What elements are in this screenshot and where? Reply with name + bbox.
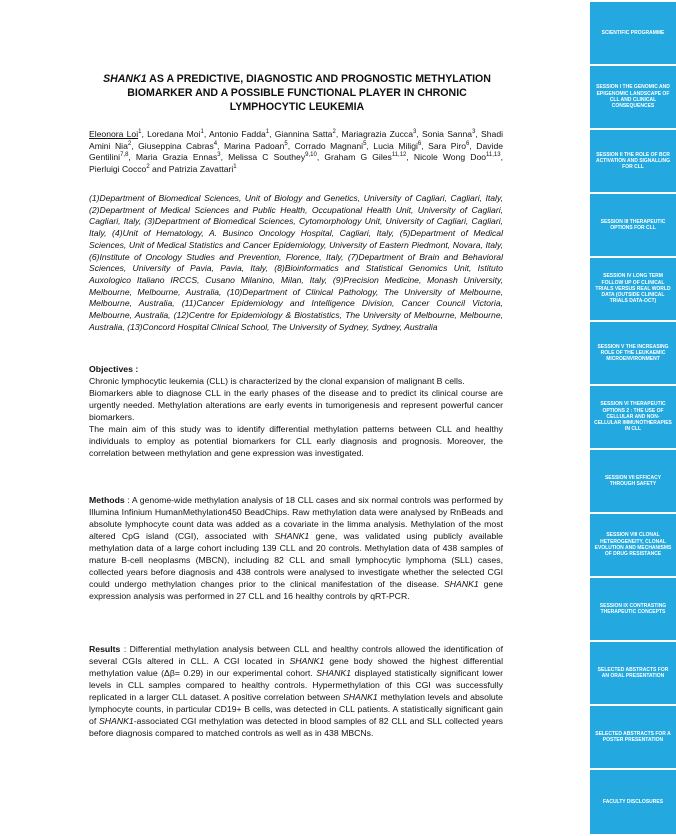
author-name: Sara Piro — [428, 140, 467, 151]
author-affiliation-ref: 1 — [200, 129, 204, 136]
author-affiliation-ref: 3 — [217, 152, 221, 159]
author — [209, 129, 269, 139]
author — [228, 152, 317, 162]
results-text-2: gene body showed the highest differential methylation value (Δβ= 0.29) in our experimental cohort. — [89, 656, 504, 678]
author-affiliation-ref: 4 — [213, 140, 218, 147]
results-gene-3: SHANK1 — [342, 692, 378, 702]
results-text-4: methylation levels and absolute lymphocyte counts, in particular CD19+ B cells, was detected in CLL patients. A statistically significant gain of — [89, 692, 503, 726]
author-affiliation-ref: 3 — [413, 129, 417, 136]
author-name: Lucia Miligi — [373, 140, 418, 151]
author — [295, 141, 367, 151]
objectives-paragraph-2: Biomarkers able to diagnose CLL in the early phases of the disease and to predict its clinical course are urgently needed. Methylation alterations are early events in tumorigenesis and represent powerful cancer biomarkers. — [89, 388, 503, 422]
author — [428, 141, 469, 151]
author — [136, 152, 221, 162]
author — [324, 152, 406, 162]
section-sidebar — [590, 0, 676, 836]
author — [138, 141, 217, 151]
author-name: Pierluigi Cocco — [89, 163, 147, 174]
results-gene-4: SHANK1 — [98, 716, 134, 726]
methods-section — [89, 494, 503, 602]
author-name: Giuseppina Cabras — [138, 140, 214, 151]
sidebar-item[interactable]: SESSION II THE ROLE OF BCR ACTIVATION AND SIGNALLING FOR CLL — [590, 130, 676, 192]
author — [89, 129, 141, 139]
author — [414, 152, 501, 162]
author — [341, 129, 416, 139]
results-separator: : — [120, 644, 130, 654]
author-affiliation-ref: 9,10 — [305, 152, 317, 159]
author-name: Mariagrazia Zucca — [341, 129, 413, 139]
author — [373, 141, 421, 151]
sidebar-item[interactable]: SESSION I THE GENOMIC AND EPIGENOMIC LANDSCAPE OF CLL AND CLINICAL CONSEQUENCES — [590, 66, 676, 128]
author-affiliation-ref: 2 — [146, 163, 150, 170]
methods-text-2: gene, was validated using publicly available methylation data of a large cohort including 139 CLL and 20 controls. Methylation data of 438 samples of mature B-cell neoplasms (MBCN), including 82 CLL and small lymphocytic lymphoma (SLL) cases, collected years before diagnosis and 438 controls were analysed to investigate whether the selected CGI could undergo methylation changes prior to the clinical manifestation of the disease. — [89, 531, 504, 589]
sidebar-item[interactable]: SELECTED ABSTRACTS FOR A POSTER PRESENTATION — [590, 706, 676, 768]
author-list: Eleonora Loi$^1$, Loredana Moi$^1$, Antonio Fadda$^1$, Giannina Satta$^2$, Mariagrazia Zucca$^3$, Sonia Sanna$^3$, Shadi Amini Nia$^2$, Giuseppina Cabras$^4$, Marina Padoan$^5$, Corrado Magnani$^5$, Lucia Miligi$^6$, Sara Piro$^6$, Davide Gentilini$^{7,8}$, Maria Grazia Ennas$^3$, Melissa C Southey$^{9,10}$, Graham G Giles$^{11,12}$, Nicole Wong Doo$^{11,13}$, Pierluigi Cocco$^2$ and Patrizia Zavattari$^1$ — [89, 129, 504, 174]
sidebar-item[interactable]: SCIENTIFIC PROGRAMME — [590, 2, 676, 64]
author-name: Graham G Giles — [324, 152, 392, 162]
objectives-section — [89, 363, 503, 459]
author-name: Marina Padoan — [223, 140, 285, 151]
author-name: Giannina Satta — [274, 129, 333, 139]
author — [169, 164, 237, 174]
results-gene-2: SHANK1 — [316, 668, 351, 678]
objectives-paragraph-3: The main aim of this study was to identify differential methylation patterns between CLL and healthy individuals to employ as potential biomarkers for CLL early diagnosis and prognosis. Moreover, the correlation between methylation and gene expression was investigated. — [89, 424, 503, 458]
author — [422, 129, 475, 139]
abstract-title — [92, 72, 502, 114]
objectives-heading: Objectives : — [89, 364, 139, 374]
affiliations: (1)Department of Biomedical Sciences, Unit of Biology and Genetics, University of Cagliari, Cagliari, Italy, (2)Department of Medical Sciences and Public Health, Occupational Health Unit, University of Cagliari, Cagliari, Italy, (3)Department of Biomedical Sciences, Cytomorphology Unit, University of Cagliari, Cagliari, Italy, (4)Unit of Hematology, A. Businco Oncology Hospital, Cagliari, Italy, (5)Department of Medical Sciences, Unit of Medical Statistics and Cancer Epidemiology, University of Eastern Piedmont, Novara, Italy, (6)Institute of Oncology Studies and Prevention, Florence, Italy, (7)Department of Brain and Behavioral Sciences, University of Pavia, Pavia, Italy, (8)Bioinformatics and Statistical Genomics Unit, Istituto Auxologico Italiano IRCCS, Cusano Milanino, Milan, Italy, (9)Precision Medicine, Monash University, Melbourne, Melbourne, Australia, (10)Department of Clinical Pathology, The University of Melbourne, Melbourne, Australia, (11)Cancer Epidemiology and Intelligence Division, Cancer Council Victoria, Melbourne, Australia, (12)Centre for Epidemiology & Biostatistics, The University of Melbourne, Melbourne, Australia, (13)Concord Hospital Clinical School, The University of Sydney, Sydney, Australia — [89, 193, 503, 332]
results-text-3: displayed statistically significant lower levels in CLL samples compared to healthy controls. Hypermethylation of this CGI was successfully replicated in a larger CLL dataset. A positive correlation between — [89, 668, 503, 702]
sidebar-item[interactable]: SESSION III THERAPEUTIC OPTIONS FOR CLL — [590, 194, 676, 256]
title-text: AS A PREDICTIVE, DIAGNOSTIC AND PROGNOSTIC METHYLATION BIOMARKER AND A POSSIBLE FUNCTIONAL PLAYER IN CHRONIC LYMPHOCYTIC LEUKEMIA — [127, 73, 491, 113]
author — [275, 129, 336, 139]
title-gene: SHANK1 — [103, 73, 147, 85]
sidebar-item[interactable]: SESSION IV LONG TERM FOLLOW UP OF CLINICAL TRIALS VERSUS REAL WORLD DATA (OUTSIDE CLINICAL TRIALS DATA-OCT) — [590, 258, 676, 320]
methods-gene-2: SHANK1 — [443, 579, 479, 589]
author-name: Patrizia Zavattari — [168, 163, 234, 174]
sidebar-item[interactable]: SESSION VI THERAPEUTIC OPTIONS 2 : THE USE OF CELLULAR AND NON-CELLULAR IMMUNOTHERAPIES IN CLL — [590, 386, 676, 448]
author-affiliation-ref: 1 — [138, 129, 142, 136]
results-text-1: Differential methylation analysis between CLL and healthy controls allowed the identification of several CGIs altered in CLL. A CGI located in — [89, 644, 503, 666]
author — [89, 164, 150, 174]
sidebar-item[interactable]: SELECTED ABSTRACTS FOR AN ORAL PRESENTATION — [590, 642, 676, 704]
author-affiliation-ref: 3 — [472, 129, 476, 136]
author-affiliation-ref: 11,12 — [391, 152, 407, 159]
author-name: Maria Grazia Ennas — [135, 152, 218, 162]
sidebar-item[interactable]: SESSION V THE INCREASING ROLE OF THE LEUKAEMIC MICROENVIRONMENT — [590, 322, 676, 384]
results-text-5: -associated CGI methylation was detected in blood samples of 82 CLL and SLL collected years before diagnosis compared to matched controls as well as in 438 MBCNs. — [89, 716, 503, 738]
results-section — [89, 643, 503, 739]
results-gene-1: SHANK1 — [289, 656, 325, 666]
author-affiliation-ref: 5 — [284, 140, 288, 147]
sidebar-item[interactable]: FACULTY DISCLOSURES — [590, 770, 676, 834]
author-name: Antonio Fadda — [209, 129, 266, 139]
methods-text-1: A genome-wide methylation analysis of 18 CLL cases and six normal controls was performed by Illumina Infinium HumanMethylation450 BeadChips. Raw methylation data were analysed by RnBeads and absolute lymphocyte count data was added as a covariate in the limma analysis. Methylation of the most altered CpG island (CGI), associated with — [89, 495, 503, 541]
author-name: Davide Gentilini — [89, 140, 504, 162]
author-affiliation-ref: 1 — [233, 163, 237, 170]
methods-text-3: gene expression analysis was performed in 27 CLL and 16 healthy controls by qRT-PCR. — [89, 579, 503, 601]
author-name: Shadi Amini Nia — [89, 129, 504, 151]
author-affiliation-ref: 6 — [417, 140, 422, 147]
sidebar-item[interactable]: SESSION IX CONTRASTING THERAPEUTIC CONCEPTS — [590, 578, 676, 640]
author-name: Corrado Magnani — [294, 140, 364, 151]
results-heading: Results — [89, 644, 121, 654]
methods-heading: Methods — [89, 495, 125, 505]
methods-gene-1: SHANK1 — [274, 531, 310, 541]
author-affiliation-ref: 11,13 — [486, 152, 501, 159]
author-affiliation-ref: 2 — [332, 129, 336, 136]
author-name: Loredana Moi — [147, 129, 201, 139]
author-affiliation-ref: 2 — [127, 140, 132, 147]
sidebar-item[interactable]: SESSION VII EFFICACY THROUGH SAFETY — [590, 450, 676, 512]
author-affiliation-ref: 5 — [363, 140, 367, 147]
author-affiliation-ref: 1 — [265, 129, 270, 136]
author-name: Eleonora Loi — [89, 129, 139, 139]
author — [224, 141, 288, 151]
sidebar-item[interactable]: SESSION VIII CLONAL HETEROGENEITY, CLONAL EVOLUTION AND MECHANISMS OF DRUG RESISTANCE — [590, 514, 676, 576]
author-name: Sonia Sanna — [421, 129, 473, 139]
author-name: Melissa C Southey — [228, 152, 306, 162]
author-affiliation-ref: 7,8 — [120, 152, 129, 159]
objectives-paragraph-1: Chronic lymphocytic leukemia (CLL) is characterized by the clonal expansion of malignant B cells. — [89, 376, 465, 386]
author — [147, 129, 204, 139]
methods-separator: : — [124, 495, 132, 505]
author-affiliation-ref: 6 — [466, 140, 470, 147]
author-name: Nicole Wong Doo — [413, 152, 487, 162]
